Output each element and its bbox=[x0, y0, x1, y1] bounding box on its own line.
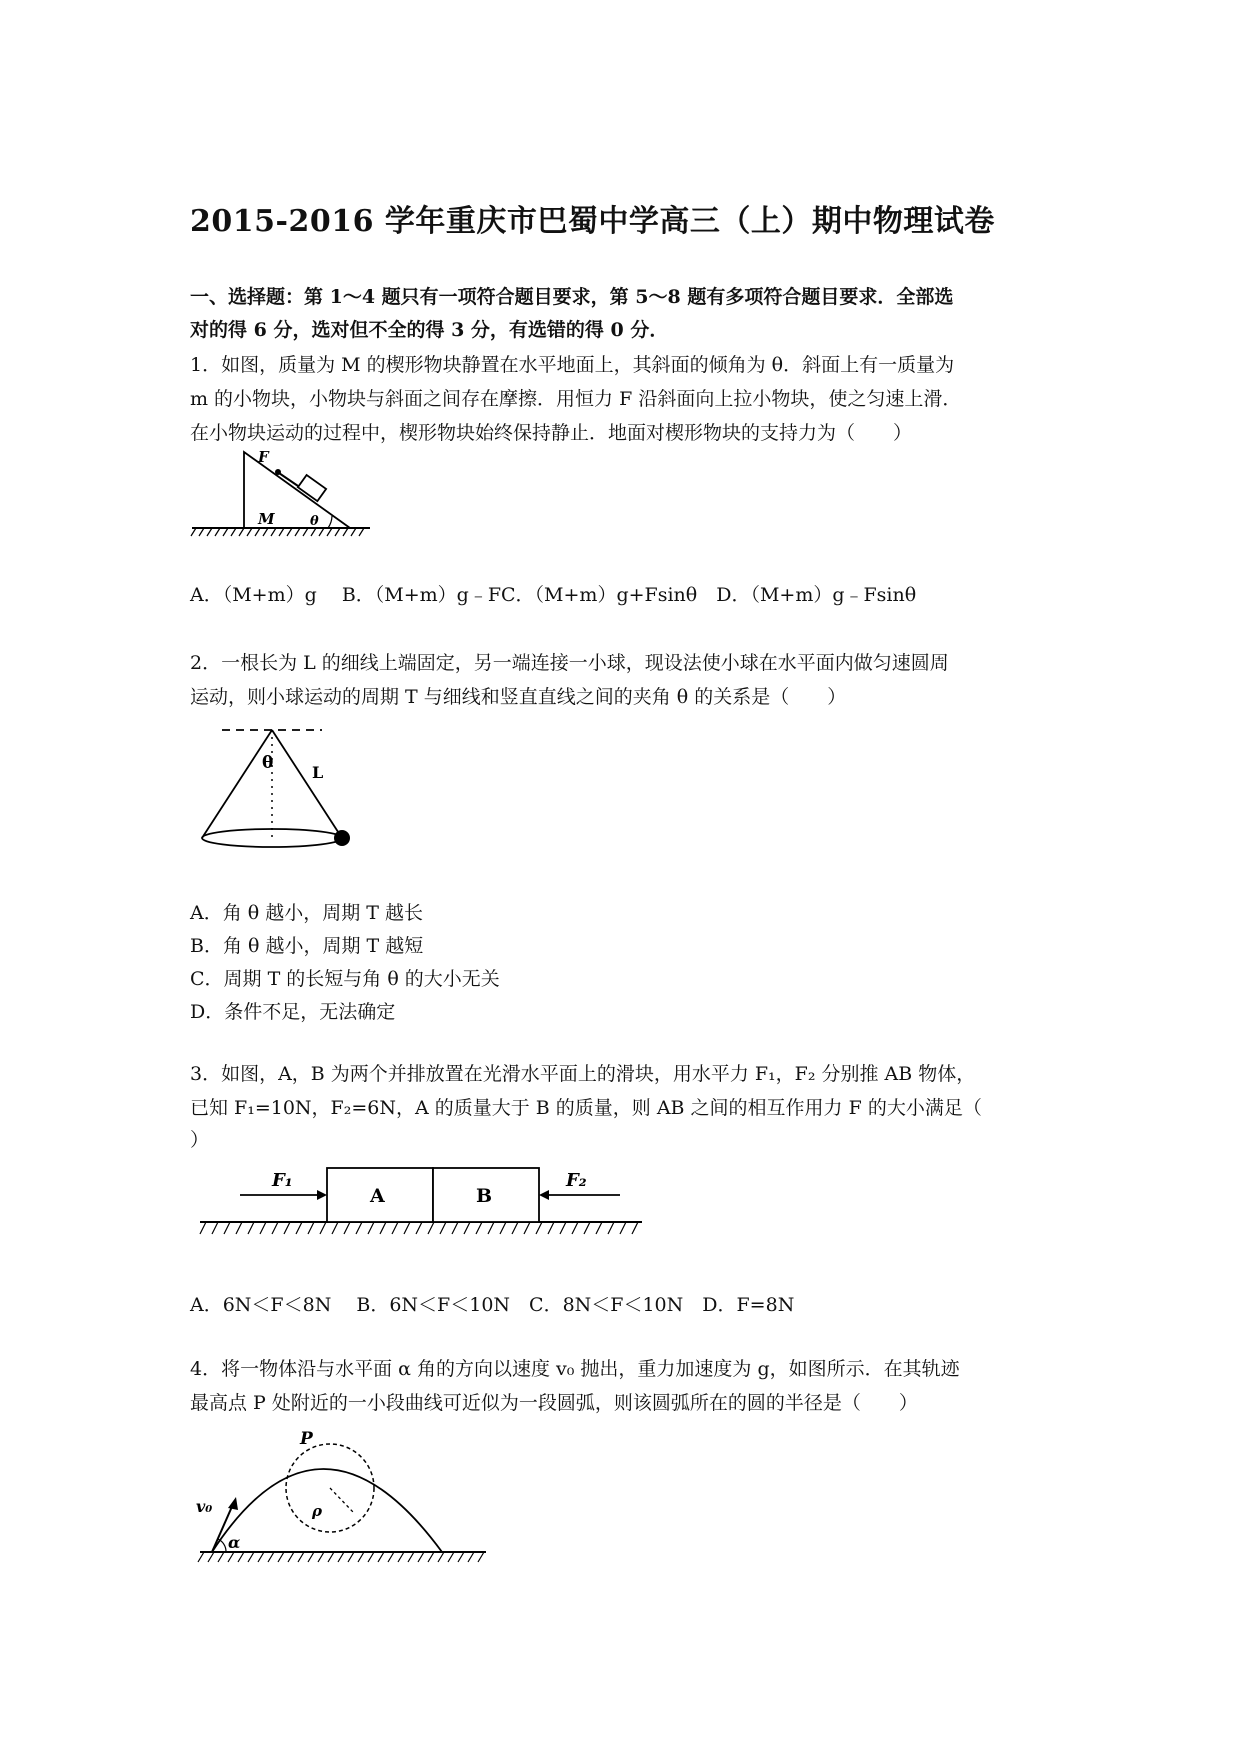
ball bbox=[334, 830, 350, 846]
label-rho: ρ bbox=[312, 1502, 322, 1520]
label-alpha: α bbox=[228, 1533, 241, 1552]
q3-text-line-1: 3．如图，A，B 为两个并排放置在光滑水平面上的滑块，用水平力 F₁，F₂ 分别推 AB 物体， bbox=[190, 1063, 976, 1085]
q2-text-line-2: 运动，则小球运动的周期 T 与细线和竖直直线之间的夹角 θ 的关系是（ ） bbox=[190, 686, 847, 708]
trajectory bbox=[212, 1469, 442, 1552]
arrow-v0 bbox=[228, 1497, 238, 1510]
q3-figure-blocks bbox=[190, 1160, 660, 1240]
label-m: M bbox=[258, 510, 275, 528]
q3-text-line-3: ） bbox=[190, 1129, 210, 1151]
q2-option-a: A．角 θ 越小，周期 T 越长 bbox=[190, 902, 423, 924]
q3-options: A．6N＜F＜8N B．6N＜F＜10N C．8N＜F＜10N D．F=8N bbox=[190, 1294, 795, 1316]
section-heading-line-2: 对的得 6 分，选对但不全的得 3 分，有选错的得 0 分． bbox=[190, 319, 669, 341]
label-v0: v₀ bbox=[196, 1497, 213, 1516]
label-theta: θ bbox=[310, 514, 319, 529]
small-block bbox=[298, 475, 326, 501]
q1-text-line-1: 1．如图，质量为 M 的楔形物块静置在水平地面上，其斜面的倾角为 θ．斜面上有一质量为 bbox=[190, 354, 955, 376]
label-l: L bbox=[312, 763, 324, 782]
q1-options: A．（M+m）g B．（M+m）g﹣FC．（M+m）g+Fsinθ D．（M+m）g﹣Fsinθ bbox=[190, 584, 917, 606]
label-p: P bbox=[300, 1429, 313, 1449]
page-title: 2015-2016 学年重庆市巴蜀中学高三（上）期中物理试卷 bbox=[190, 204, 995, 239]
label-f2: F₂ bbox=[566, 1170, 587, 1191]
label-a: A bbox=[370, 1185, 385, 1207]
label-theta: θ bbox=[262, 753, 274, 773]
arrow-f2 bbox=[539, 1190, 549, 1200]
q2-text-line-1: 2．一根长为 L 的细线上端固定，另一端连接一小球，现设法使小球在水平面内做匀速圆周 bbox=[190, 652, 949, 674]
label-f1: F₁ bbox=[272, 1170, 293, 1191]
q2-option-c: C．周期 T 的长短与角 θ 的大小无关 bbox=[190, 968, 500, 990]
ground-hatching bbox=[191, 528, 364, 536]
q2-option-b: B．角 θ 越小，周期 T 越短 bbox=[190, 935, 424, 957]
arrow-f1 bbox=[317, 1190, 327, 1200]
q4-text-line-1: 4．将一物体沿与水平面 α 角的方向以速度 v₀ 抛出，重力加速度为 g，如图所示．在其轨迹 bbox=[190, 1358, 960, 1380]
label-f: F bbox=[258, 448, 269, 466]
q1-text-line-3: 在小物块运动的过程中，楔形物块始终保持静止．地面对楔形物块的支持力为（ ） bbox=[190, 422, 913, 444]
q2-figure-conical-pendulum bbox=[190, 716, 370, 856]
q3-text-line-2: 已知 F₁=10N，F₂=6N，A 的质量大于 B 的质量，则 AB 之间的相互作用力 F 的大小满足（ bbox=[190, 1097, 982, 1119]
q2-option-d: D．条件不足，无法确定 bbox=[190, 1001, 396, 1023]
ground-hatching bbox=[198, 1552, 484, 1562]
q1-text-line-2: m 的小物块，小物块与斜面之间存在摩擦．用恒力 F 沿斜面向上拉小物块，使之匀速上滑． bbox=[190, 388, 962, 410]
q4-figure-projectile bbox=[190, 1422, 510, 1574]
section-heading-line-1: 一、选择题：第 1～4 题只有一项符合题目要求，第 5～8 题有多项符合题目要求．全部选 bbox=[190, 286, 954, 308]
q1-figure-wedge bbox=[190, 448, 390, 540]
q4-text-line-2: 最高点 P 处附近的一小段曲线可近似为一段圆弧，则该圆弧所在的圆的半径是（ ） bbox=[190, 1392, 918, 1414]
label-b: B bbox=[476, 1185, 493, 1207]
ground-hatching bbox=[200, 1222, 638, 1234]
